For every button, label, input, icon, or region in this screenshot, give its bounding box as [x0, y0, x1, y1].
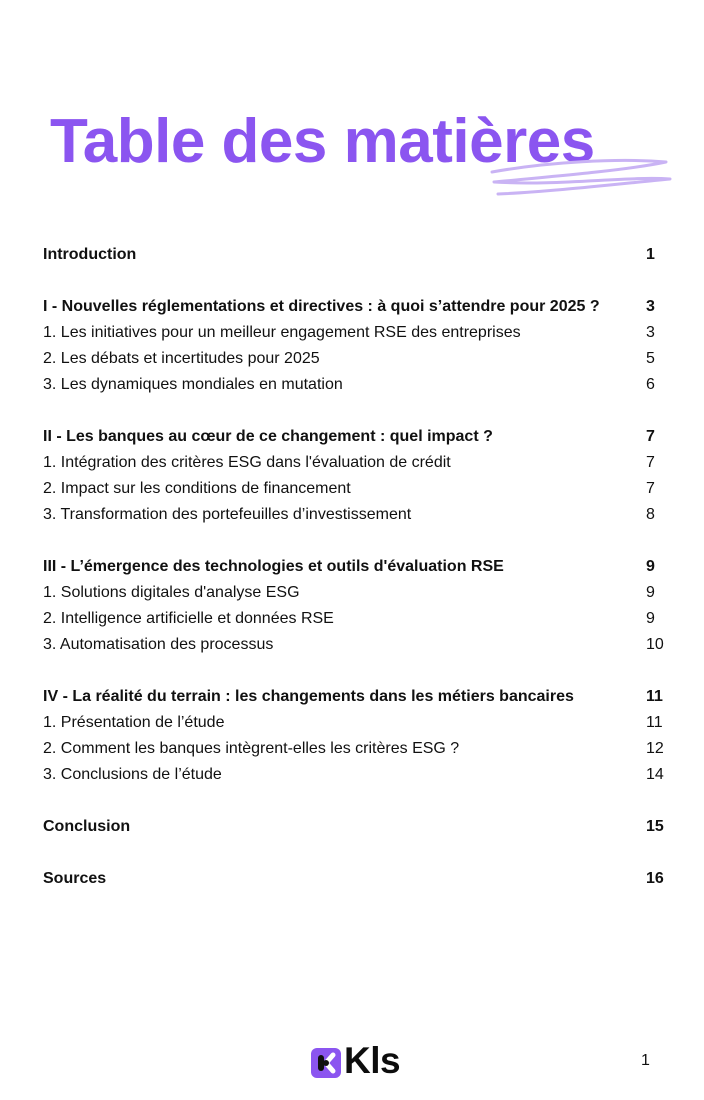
toc-entry-page: 7 [646, 454, 655, 471]
toc-section-4[interactable] [43, 684, 665, 710]
toc-entry-conclusion[interactable] [43, 814, 665, 840]
toc-subsection-1-1[interactable] [43, 320, 665, 346]
toc-subsection-1-3[interactable] [43, 372, 665, 398]
table-of-contents [43, 242, 665, 892]
toc-entry-page: 1 [646, 246, 655, 263]
toc-entry-page: 12 [646, 740, 664, 757]
toc-entry-label: Introduction [43, 246, 137, 263]
toc-entry-label: Conclusion [43, 818, 131, 835]
toc-entry-label: IV - La réalité du terrain : les changements dans les métiers bancaires [43, 688, 574, 705]
toc-entry-label: 2. Impact sur les conditions de financement [43, 480, 351, 497]
toc-subsection-2-2[interactable] [43, 476, 665, 502]
toc-entry-page: 3 [646, 298, 655, 315]
toc-entry-label: 1. Solutions digitales d'analyse ESG [43, 584, 300, 601]
toc-entry-label: 3. Automatisation des processus [43, 636, 274, 653]
page-number: 1 [641, 1052, 650, 1069]
toc-subsection-3-3[interactable] [43, 632, 665, 658]
toc-subsection-2-1[interactable] [43, 450, 665, 476]
toc-subsection-4-2[interactable] [43, 736, 665, 762]
toc-subsection-2-3[interactable] [43, 502, 665, 528]
toc-entry-page: 11 [646, 688, 663, 705]
toc-entry-page: 15 [646, 818, 664, 835]
toc-entry-label: 1. Intégration des critères ESG dans l'évaluation de crédit [43, 454, 451, 471]
toc-entry-label: II - Les banques au cœur de ce changement : quel impact ? [43, 428, 493, 445]
toc-entry-page: 7 [646, 480, 655, 497]
toc-entry-label: 2. Intelligence artificielle et données RSE [43, 610, 334, 627]
toc-entry-page: 16 [646, 870, 664, 887]
toc-entry-page: 8 [646, 506, 655, 523]
logo-text: Kls [344, 1040, 401, 1081]
toc-entry-label: 2. Comment les banques intègrent-elles les critères ESG ? [43, 740, 460, 757]
title-underline-decoration [488, 152, 674, 202]
toc-entry-page: 14 [646, 766, 664, 783]
kls-logo-icon [311, 1048, 341, 1078]
toc-entry-page: 6 [646, 376, 655, 393]
toc-subsection-4-1[interactable] [43, 710, 665, 736]
toc-entry-label: 1. Les initiatives pour un meilleur engagement RSE des entreprises [43, 324, 521, 341]
toc-section-2[interactable] [43, 424, 665, 450]
toc-entry-label: Sources [43, 870, 107, 887]
toc-subsection-3-2[interactable] [43, 606, 665, 632]
toc-section-1[interactable] [43, 294, 665, 320]
toc-entry-page: 5 [646, 350, 655, 367]
toc-entry-page: 9 [646, 610, 655, 627]
toc-entry-introduction[interactable] [43, 242, 665, 268]
toc-entry-page: 10 [646, 636, 664, 653]
toc-entry-page: 9 [646, 584, 655, 601]
toc-entry-label: I - Nouvelles réglementations et directives : à quoi s’attendre pour 2025 ? [43, 298, 600, 315]
toc-subsection-4-3[interactable] [43, 762, 665, 788]
toc-section-3[interactable] [43, 554, 665, 580]
toc-entry-page: 3 [646, 324, 655, 341]
toc-entry-page: 7 [646, 428, 655, 445]
page-title: Table des matières [50, 107, 595, 176]
toc-subsection-3-1[interactable] [43, 580, 665, 606]
toc-entry-page: 11 [646, 714, 663, 731]
toc-entry-page: 9 [646, 558, 655, 575]
toc-subsection-1-2[interactable] [43, 346, 665, 372]
toc-entry-label: 2. Les débats et incertitudes pour 2025 [43, 350, 320, 367]
toc-entry-label: 3. Les dynamiques mondiales en mutation [43, 376, 343, 393]
toc-entry-label: 1. Présentation de l’étude [43, 714, 225, 731]
toc-entry-label: III - L’émergence des technologies et outils d'évaluation RSE [43, 558, 504, 575]
toc-entry-label: 3. Conclusions de l’étude [43, 766, 222, 783]
toc-entry-sources[interactable] [43, 866, 665, 892]
toc-entry-label: 3. Transformation des portefeuilles d’investissement [43, 506, 412, 523]
